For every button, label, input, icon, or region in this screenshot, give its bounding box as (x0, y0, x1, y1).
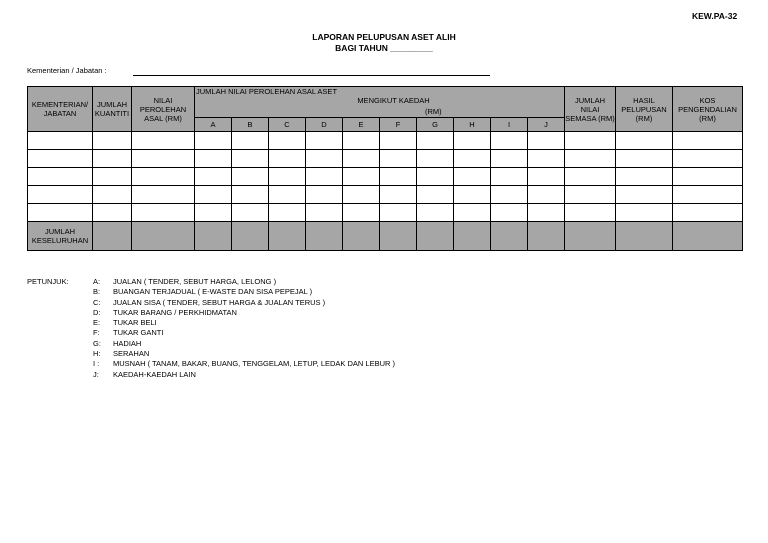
entry-cell[interactable] (306, 186, 343, 204)
entry-cell[interactable] (28, 204, 93, 222)
entry-cell[interactable] (343, 186, 380, 204)
entry-cell[interactable] (93, 204, 132, 222)
entry-cell[interactable] (232, 168, 269, 186)
table-row (28, 204, 743, 222)
legend-list (93, 277, 395, 380)
total-cell (491, 222, 528, 251)
entry-cell[interactable] (343, 150, 380, 168)
entry-cell[interactable] (616, 132, 673, 150)
entry-cell[interactable] (616, 168, 673, 186)
entry-cell[interactable] (232, 186, 269, 204)
entry-cell[interactable] (565, 150, 616, 168)
entry-cell[interactable] (454, 150, 491, 168)
entry-cell[interactable] (528, 150, 565, 168)
entry-cell[interactable] (232, 150, 269, 168)
header-method-e: E (343, 118, 380, 132)
header-method-f: F (380, 118, 417, 132)
entry-cell[interactable] (673, 204, 743, 222)
header-quantity: JUMLAH KUANTITI (93, 87, 132, 132)
entry-cell[interactable] (28, 150, 93, 168)
legend-item (93, 349, 395, 359)
entry-cell[interactable] (195, 150, 232, 168)
total-cell (269, 222, 306, 251)
entry-cell[interactable] (380, 204, 417, 222)
legend-code: C: (93, 297, 101, 307)
legend-text: HADIAH (113, 338, 142, 348)
entry-cell[interactable] (132, 168, 195, 186)
entry-cell[interactable] (565, 168, 616, 186)
legend-code: F: (93, 328, 100, 338)
table-row (28, 168, 743, 186)
entry-cell[interactable] (232, 132, 269, 150)
legend-code: H: (93, 349, 101, 359)
header-method-c: C (269, 118, 306, 132)
total-cell (132, 222, 195, 251)
entry-cell[interactable] (528, 132, 565, 150)
entry-cell[interactable] (454, 132, 491, 150)
title-line-1: LAPORAN PELUPUSAN ASET ALIH (312, 32, 456, 42)
entry-cell[interactable] (417, 168, 454, 186)
legend-item (93, 339, 395, 349)
total-cell (306, 222, 343, 251)
entry-cell[interactable] (528, 168, 565, 186)
entry-cell[interactable] (380, 186, 417, 204)
entry-cell[interactable] (132, 186, 195, 204)
entry-cell[interactable] (528, 186, 565, 204)
entry-cell[interactable] (454, 168, 491, 186)
legend-label: PETUNJUK: (27, 277, 69, 286)
legend-text: TUKAR GANTI (113, 328, 164, 338)
entry-cell[interactable] (269, 168, 306, 186)
entry-cell[interactable] (673, 168, 743, 186)
header-method-i: I (491, 118, 528, 132)
entry-cell[interactable] (269, 186, 306, 204)
entry-cell[interactable] (616, 204, 673, 222)
entry-cell[interactable] (491, 132, 528, 150)
total-cell (454, 222, 491, 251)
header-method-j: J (528, 118, 565, 132)
entry-cell[interactable] (380, 168, 417, 186)
legend-code: B: (93, 287, 101, 297)
entry-cell[interactable] (132, 132, 195, 150)
table-row (28, 132, 743, 150)
entry-cell[interactable] (491, 204, 528, 222)
header-control-cost: KOS PENGENDALIAN (RM) (673, 87, 743, 132)
table-row (28, 150, 743, 168)
entry-cell[interactable] (417, 132, 454, 150)
header-method-a: A (195, 118, 232, 132)
total-cell (616, 222, 673, 251)
entry-cell[interactable] (491, 150, 528, 168)
entry-cell[interactable] (616, 150, 673, 168)
entry-cell[interactable] (380, 150, 417, 168)
entry-cell[interactable] (616, 186, 673, 204)
table-body (28, 132, 743, 222)
legend-text: KAEDAH-KAEDAH LAIN (113, 369, 196, 379)
entry-cell[interactable] (28, 168, 93, 186)
entry-cell[interactable] (93, 132, 132, 150)
entry-cell[interactable] (343, 204, 380, 222)
total-cell (343, 222, 380, 251)
legend-item (93, 277, 395, 287)
entry-cell[interactable] (528, 204, 565, 222)
header-method-g: G (417, 118, 454, 132)
total-cell (195, 222, 232, 251)
entry-cell[interactable] (28, 132, 93, 150)
report-title (0, 32, 768, 54)
entry-cell[interactable] (269, 150, 306, 168)
entry-cell[interactable] (132, 150, 195, 168)
table-row (28, 186, 743, 204)
entry-cell[interactable] (417, 150, 454, 168)
header-method-h: H (454, 118, 491, 132)
entry-cell[interactable] (343, 168, 380, 186)
legend-code: E: (93, 318, 101, 328)
header-ministry: KEMENTERIAN/ JABATAN (28, 87, 93, 132)
total-cell (93, 222, 132, 251)
legend-text: BUANGAN TERJADUAL ( E-WASTE DAN SISA PEPEJAL ) (113, 287, 313, 297)
legend-code: J: (93, 369, 99, 379)
entry-cell[interactable] (306, 168, 343, 186)
entry-cell[interactable] (454, 186, 491, 204)
entry-cell[interactable] (565, 204, 616, 222)
legend-item (93, 287, 395, 297)
legend-text: JUALAN ( TENDER, SEBUT HARGA, LELONG ) (113, 277, 277, 286)
entry-cell[interactable] (306, 150, 343, 168)
disposal-table (27, 86, 743, 251)
legend-item (93, 298, 395, 308)
entry-cell[interactable] (306, 132, 343, 150)
entry-cell[interactable] (673, 150, 743, 168)
entry-cell[interactable] (417, 204, 454, 222)
legend-text: SERAHAN (113, 349, 150, 359)
entry-cell[interactable] (195, 204, 232, 222)
entry-cell[interactable] (565, 132, 616, 150)
total-cell (565, 222, 616, 251)
legend-code: G: (93, 338, 101, 348)
legend-item (93, 318, 395, 328)
entry-cell[interactable] (491, 186, 528, 204)
header-method-line-1: JUMLAH NILAI PEROLEHAN ASAL ASET (196, 87, 338, 96)
legend-text: TUKAR BELI (113, 318, 157, 328)
legend-item (93, 370, 395, 380)
entry-cell[interactable] (232, 204, 269, 222)
total-cell (380, 222, 417, 251)
legend-text: JUALAN SISA ( TENDER, SEBUT HARGA & JUALAN TERUS ) (113, 297, 326, 307)
legend-code: I : (93, 359, 100, 369)
total-cell (417, 222, 454, 251)
entry-cell[interactable] (565, 186, 616, 204)
total-cell (528, 222, 565, 251)
legend-text: MUSNAH ( TANAM, BAKAR, BUANG, TENGGELAM, LETUP, LEDAK DAN LEBUR ) (113, 359, 396, 369)
total-row (28, 222, 743, 251)
legend-text: TUKAR BARANG / PERKHIDMATAN (113, 307, 237, 317)
entry-cell[interactable] (417, 186, 454, 204)
entry-cell[interactable] (195, 186, 232, 204)
entry-cell[interactable] (454, 204, 491, 222)
form-code: KEW.PA-32 (692, 11, 738, 21)
header-method-line-2: MENGIKUT KAEDAH (357, 96, 430, 105)
entry-cell[interactable] (28, 186, 93, 204)
entry-cell[interactable] (93, 168, 132, 186)
legend-item (93, 359, 395, 369)
entry-cell[interactable] (306, 204, 343, 222)
legend-code: D: (93, 307, 101, 317)
legend-code: A: (93, 277, 101, 286)
header-method-unit: (RM) (425, 107, 442, 116)
header-acquisition-value: NILAI PEROLEHAN ASAL (RM) (132, 87, 195, 132)
legend-item (93, 328, 395, 338)
entry-cell[interactable] (195, 168, 232, 186)
header-current-value: JUMLAH NILAI SEMASA (RM) (565, 87, 616, 132)
total-cell (232, 222, 269, 251)
header-method-group (195, 87, 565, 118)
entry-cell[interactable] (195, 132, 232, 150)
header-method-b: B (232, 118, 269, 132)
ministry-label: Kementerian / Jabatan : (27, 66, 107, 75)
header-method-d: D (306, 118, 343, 132)
legend-item (93, 308, 395, 318)
entry-cell[interactable] (380, 132, 417, 150)
title-line-2: BAGI TAHUN _________ (335, 43, 433, 53)
entry-cell[interactable] (269, 132, 306, 150)
entry-cell[interactable] (673, 186, 743, 204)
entry-cell[interactable] (93, 150, 132, 168)
entry-cell[interactable] (132, 204, 195, 222)
ministry-input-line[interactable] (133, 75, 490, 76)
entry-cell[interactable] (93, 186, 132, 204)
header-disposal-result: HASIL PELUPUSAN (RM) (616, 87, 673, 132)
entry-cell[interactable] (343, 132, 380, 150)
total-label: JUMLAH KESELURUHAN (28, 222, 93, 251)
entry-cell[interactable] (491, 168, 528, 186)
entry-cell[interactable] (673, 132, 743, 150)
entry-cell[interactable] (269, 204, 306, 222)
total-cell (673, 222, 743, 251)
